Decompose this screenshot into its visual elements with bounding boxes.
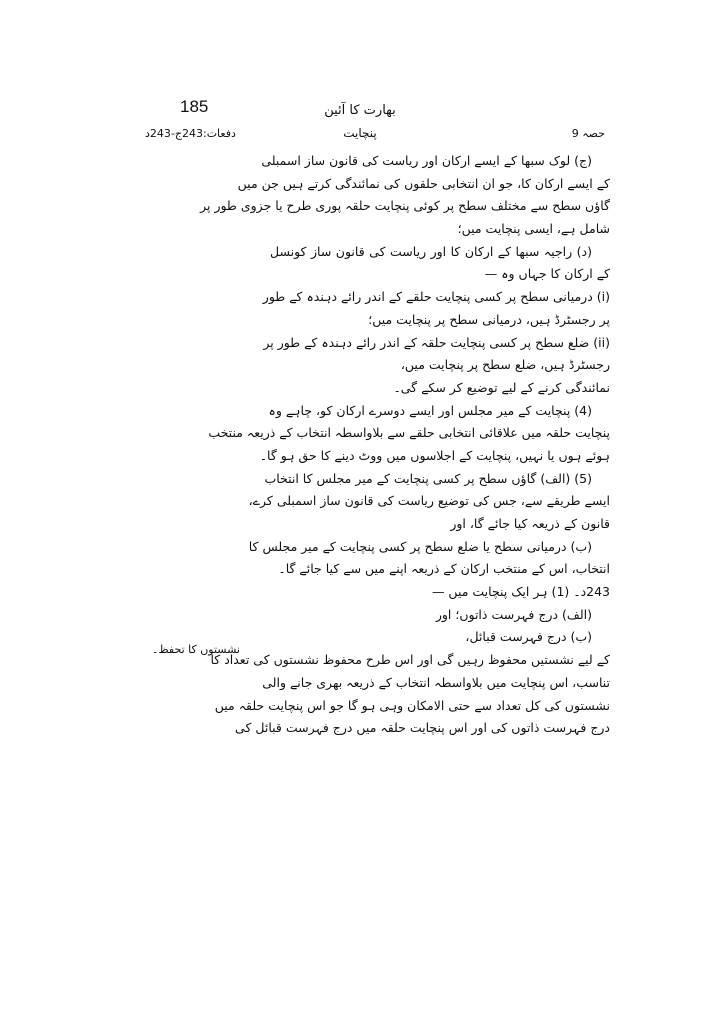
body-line: (د) راجیہ سبھا کے ارکان کا اور ریاست کی قانون ساز کونسل [270, 243, 592, 259]
body-line: رجسٹرڈ ہیں، ضلع سطح پر پنچایت میں، [400, 357, 610, 373]
body-line: (4) پنچایت کے میر مجلس اور ایسے دوسرے ارکان کو، چاہے وہ [268, 402, 592, 418]
body-line: (i) درمیانی سطح پر کسی پنچایت حلقے کے اندر رائے دہندہ کے طور [262, 289, 610, 305]
body-line: 243د۔ (1) ہر ایک پنچایت میں — [431, 584, 610, 600]
body-line: نشستوں کی کل تعداد سے حتی الامکان وہی ہو گا جو اس پنچایت حلقہ میں [214, 697, 610, 713]
body-line: (ب) درج فہرست قبائل، [465, 629, 592, 645]
body-line: درج فہرست ذاتوں کی اور اس پنچایت حلقہ میں درج فہرست قبائل کی [235, 720, 610, 736]
body-line: پر رجسٹرڈ ہیں، درمیانی سطح پر پنچایت میں؛ [368, 311, 610, 327]
body-line: ہوئے ہوں یا نہیں، پنچایت کے اجلاسوں میں ووٹ دینے کا حق ہو گا۔ [259, 447, 610, 463]
body-line: تناسب، اس پنچایت میں بلاواسطہ انتخاب کے ذریعہ بھری جانے والی [262, 674, 610, 690]
margin-note: نشستوں کا تحفظ۔ [152, 643, 240, 656]
body-line: کے ارکان کا جہاں وہ — [484, 266, 610, 282]
body-text [200, 150, 610, 850]
body-line: (ج) لوک سبھا کے ایسے ارکان اور ریاست کی قانون ساز اسمبلی [261, 153, 592, 168]
body-line: انتخاب، اس کے منتخب ارکان کے ذریعہ اپنے میں سے کیا جائے گا۔ [278, 561, 610, 577]
page-number: 185 [180, 97, 209, 116]
body-line: (ii) ضلع سطح پر کسی پنچایت حلقہ کے اندر رائے دہندہ کے طور پر [263, 334, 610, 350]
body-line: شامل ہے، ایسی پنچایت میں؛ [457, 221, 610, 237]
body-line: (الف) درج فہرست ذاتوں؛ اور [435, 606, 592, 622]
body-line: کے لیے نشستیں محفوظ رہیں گی اور اس طرح محفوظ نشستوں کی تعداد کا [210, 652, 610, 668]
body-line: (5) (الف) گاؤں سطح پر کسی پنچایت کے میر مجلس کا انتخاب [264, 470, 592, 486]
body-line: نمائندگی کرنے کے لیے توضیع کر سکے گی۔ [393, 379, 610, 395]
body-line: کے ایسے ارکان کا، جو ان انتخابی حلقوں کی نمائندگی کرتے ہیں جن میں [237, 175, 610, 191]
running-title: بھارت کا آئین [324, 103, 396, 118]
body-line: گاؤں سطح سے مختلف سطح پر کوئی پنچایت حلقہ پوری طرح یا جزوی طور پر [200, 198, 610, 214]
section-refs: دفعات:243ج-243د [145, 127, 236, 140]
body-line: پنچایت حلقہ میں علاقائی انتخابی حلقے سے بلاواسطہ انتخاب کے ذریعہ منتخب [208, 425, 610, 441]
running-subtitle: پنچایت [343, 126, 377, 140]
body-line: (ب) درمیانی سطح یا ضلع سطح پر کسی پنچایت کے میر مجلس کا [248, 538, 592, 554]
body-line: قانون کے ذریعہ کیا جائے گا، اور [450, 516, 610, 531]
body-line: ایسے طریقے سے، جس کی توضیع ریاست کی قانون ساز اسمبلی کرے، [248, 493, 610, 509]
part-label: حصہ 9 [571, 127, 605, 140]
